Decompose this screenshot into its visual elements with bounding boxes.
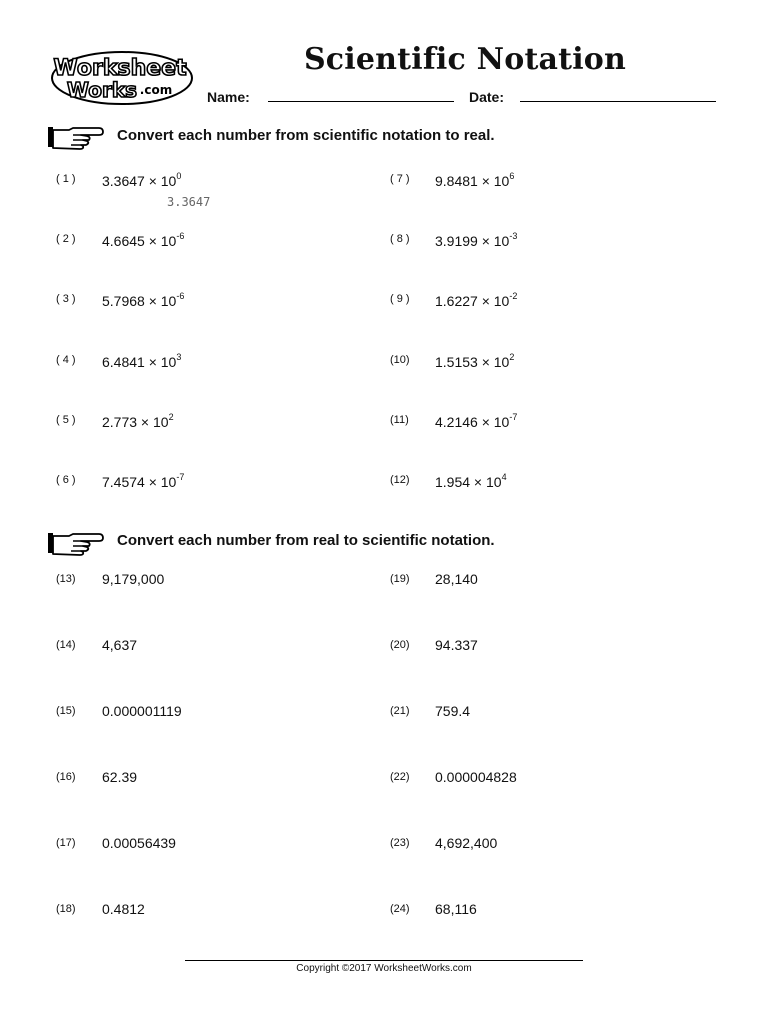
exponent: 0 <box>176 171 182 181</box>
mantissa: 6.4841 × 10 <box>102 354 177 370</box>
exponent: 3 <box>176 352 182 362</box>
date-label: Date: <box>469 89 505 105</box>
mantissa: 2.773 × 10 <box>102 414 169 430</box>
problem-number: (22) <box>390 771 410 783</box>
problem-number: ( 4 ) <box>56 354 76 366</box>
problem-expression <box>435 231 517 249</box>
example-answer: 3.3647 <box>167 195 211 209</box>
problem-number: (18) <box>56 903 76 915</box>
mantissa: 4.6645 × 10 <box>102 233 177 249</box>
exponent: 2 <box>168 412 174 422</box>
copyright-text: Copyright ©2017 WorksheetWorks.com <box>296 963 472 974</box>
problem-value: 4,692,400 <box>435 835 498 851</box>
problem-number: (16) <box>56 771 76 783</box>
problem-expression <box>435 171 514 189</box>
problem-number: (14) <box>56 639 76 651</box>
section1-instruction: Convert each number from scientific notation to real. <box>117 127 495 144</box>
problem-number: ( 1 ) <box>56 173 76 185</box>
exponent: 2 <box>509 352 515 362</box>
problem-value: 9,179,000 <box>102 571 165 587</box>
mantissa: 1.954 × 10 <box>435 474 502 490</box>
exponent: 4 <box>501 472 507 482</box>
problem-number: ( 5 ) <box>56 414 76 426</box>
problem-number: ( 3 ) <box>56 293 76 305</box>
problem-number: (15) <box>56 705 76 717</box>
problem-number: (24) <box>390 903 410 915</box>
name-field-line[interactable] <box>268 101 454 102</box>
page-title: Scientific Notation <box>303 42 627 77</box>
problem-expression <box>102 171 181 189</box>
problem-number: (17) <box>56 837 76 849</box>
problem-number: ( 6 ) <box>56 474 76 486</box>
problem-expression <box>102 412 174 430</box>
mantissa: 1.5153 × 10 <box>435 354 510 370</box>
exponent: -3 <box>509 231 518 241</box>
problem-expression <box>102 472 184 490</box>
exponent: -6 <box>176 291 185 301</box>
problem-value: 759.4 <box>435 703 471 719</box>
problem-expression <box>435 412 517 430</box>
problem-value: 0.00056439 <box>102 835 176 851</box>
problem-number: (21) <box>390 705 410 717</box>
exponent: -7 <box>176 472 185 482</box>
problem-value: 0.000001119 <box>102 703 182 719</box>
problem-expression <box>102 231 184 249</box>
problem-number: (11) <box>390 414 409 426</box>
problem-value: 28,140 <box>435 571 478 587</box>
problem-number: ( 2 ) <box>56 233 76 245</box>
svg-text:.com: .com <box>139 83 173 97</box>
problem-number: (20) <box>390 639 410 651</box>
pointing-hand-icon <box>47 530 105 556</box>
mantissa: 9.8481 × 10 <box>435 173 510 189</box>
svg-text:Works: Works <box>66 78 138 102</box>
problem-expression <box>435 291 517 309</box>
mantissa: 7.4574 × 10 <box>102 474 177 490</box>
problem-expression <box>102 291 184 309</box>
mantissa: 3.9199 × 10 <box>435 233 510 249</box>
pointing-hand-icon <box>47 124 105 150</box>
problem-value: 4,637 <box>102 637 138 653</box>
mantissa: 1.6227 × 10 <box>435 293 510 309</box>
problem-number: ( 7 ) <box>390 173 410 185</box>
footer-divider <box>185 960 583 961</box>
mantissa: 5.7968 × 10 <box>102 293 177 309</box>
problem-number: (10) <box>390 354 410 366</box>
mantissa: 4.2146 × 10 <box>435 414 510 430</box>
mantissa: 3.3647 × 10 <box>102 173 177 189</box>
problem-number: (12) <box>390 474 410 486</box>
section2-instruction: Convert each number from real to scientific notation. <box>117 532 495 549</box>
date-field-line[interactable] <box>520 101 716 102</box>
problem-number: (13) <box>56 573 76 585</box>
problem-value: 94.337 <box>435 637 478 653</box>
problem-number: ( 8 ) <box>390 233 410 245</box>
problem-number: (19) <box>390 573 410 585</box>
exponent: 6 <box>509 171 515 181</box>
worksheetworks-logo <box>50 50 195 106</box>
problem-value: 62.39 <box>102 769 138 785</box>
svg-text:Worksheet: Worksheet <box>53 56 187 81</box>
problem-number: (23) <box>390 837 410 849</box>
exponent: -2 <box>509 291 518 301</box>
problem-expression <box>435 352 514 370</box>
problem-value: 68,116 <box>435 901 477 917</box>
name-label: Name: <box>207 89 250 105</box>
problem-expression <box>435 472 507 490</box>
exponent: -6 <box>176 231 185 241</box>
problem-number: ( 9 ) <box>390 293 410 305</box>
exponent: -7 <box>509 412 518 422</box>
problem-value: 0.000004828 <box>435 769 517 785</box>
problem-value: 0.4812 <box>102 901 145 917</box>
problem-expression <box>102 352 181 370</box>
